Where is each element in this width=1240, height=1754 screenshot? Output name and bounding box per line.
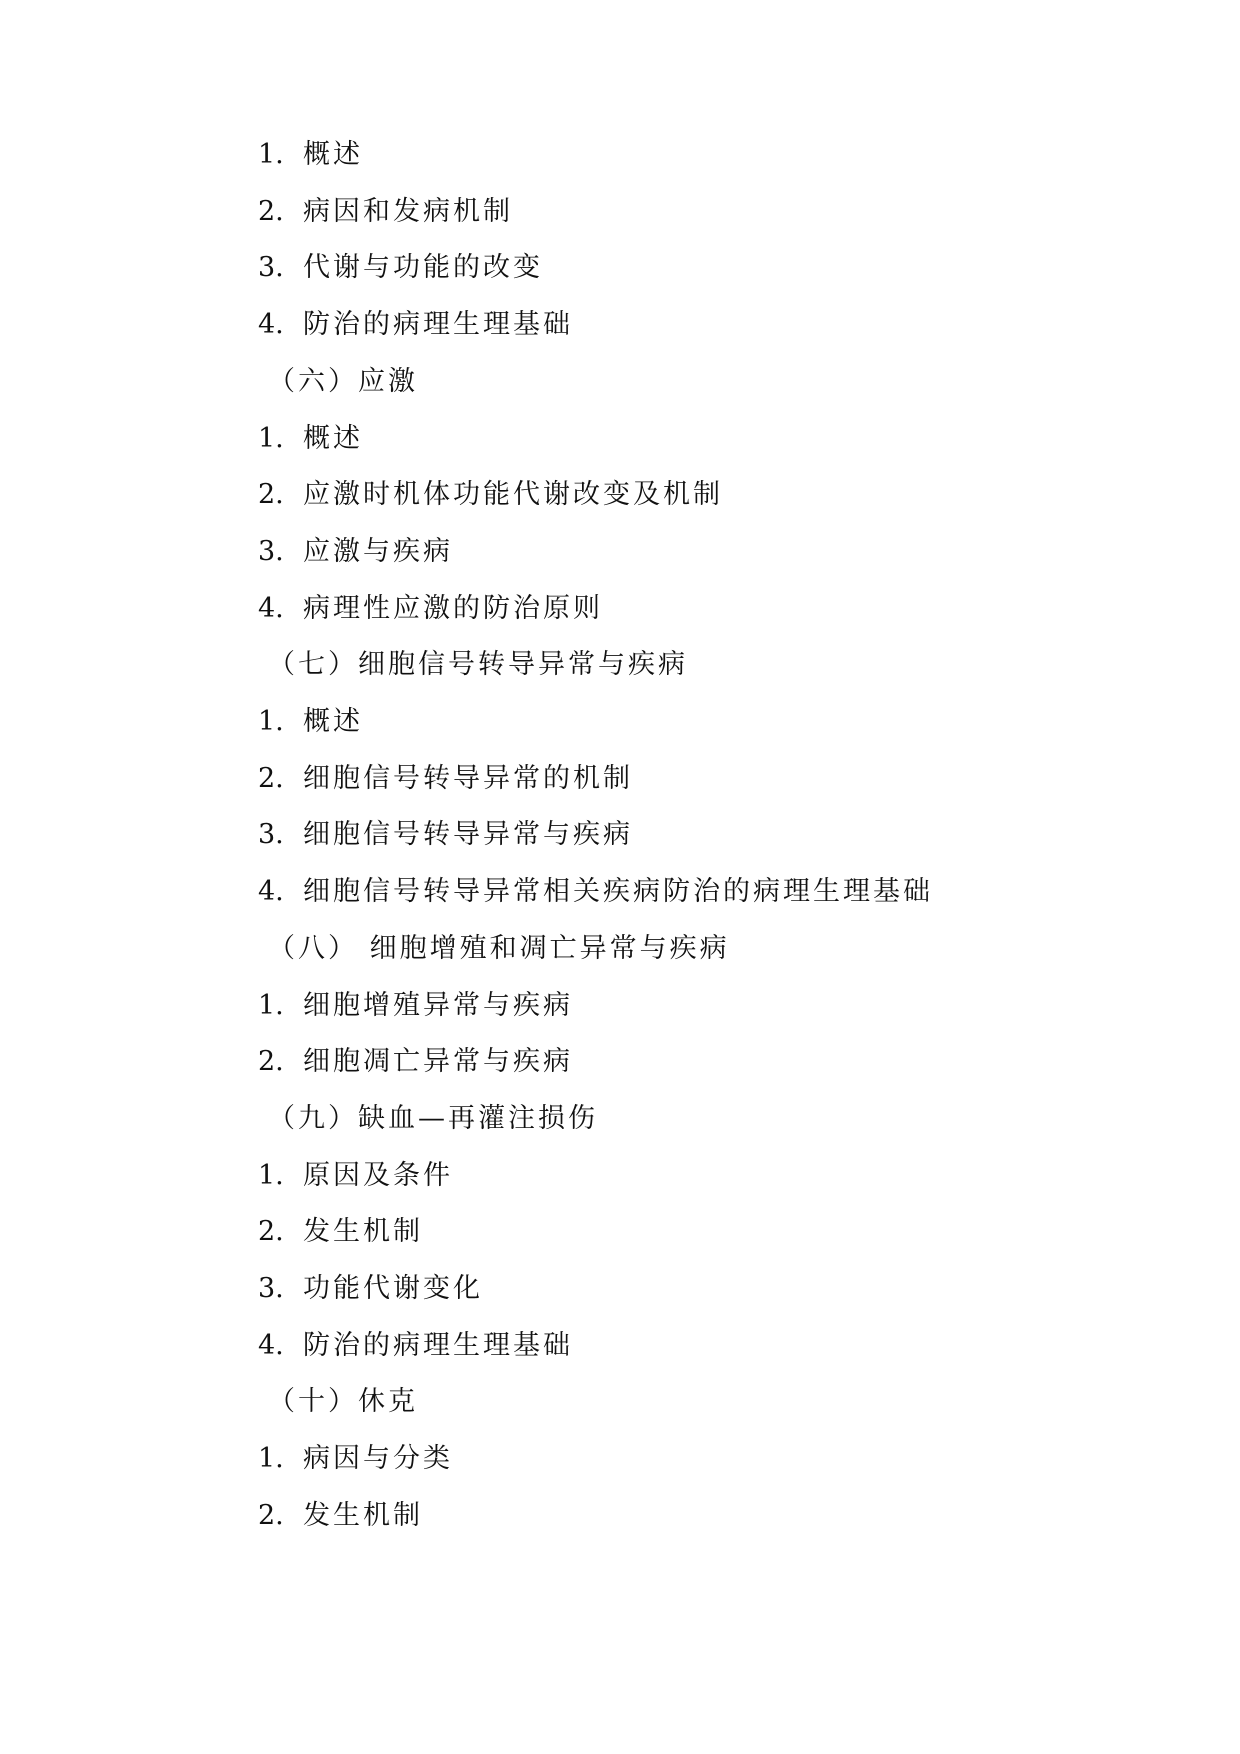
item-number: 3. [258, 819, 284, 851]
item-number: 4. [258, 309, 284, 341]
item-number: 3. [258, 535, 284, 567]
section-heading-text: （九）缺血—再灌注损伤 [268, 1102, 598, 1134]
item-text: 细胞信号转导异常相关疾病防治的病理生理基础 [303, 876, 933, 908]
section-heading-text: （八） 细胞增殖和凋亡异常与疾病 [268, 932, 730, 964]
item-number: 1. [258, 139, 284, 170]
item-text: 应激与疾病 [303, 535, 453, 567]
item-text: 概述 [303, 706, 363, 737]
item-text: 细胞凋亡异常与疾病 [303, 1046, 573, 1078]
item-text: 防治的病理生理基础 [303, 1329, 573, 1361]
item-number: 1. [258, 1159, 284, 1191]
item-number: 2. [258, 1216, 284, 1248]
item-text: 概述 [303, 139, 363, 170]
item-text: 功能代谢变化 [303, 1273, 483, 1304]
item-text: 发生机制 [303, 1499, 423, 1531]
item-text: 细胞信号转导异常与疾病 [303, 819, 633, 851]
item-text: 病因和发病机制 [303, 195, 513, 227]
item-text: 防治的病理生理基础 [303, 309, 573, 341]
item-text: 原因及条件 [303, 1159, 453, 1191]
item-text: 概述 [303, 422, 363, 454]
item-number: 4. [258, 592, 284, 624]
item-number: 3. [258, 252, 284, 284]
item-number: 2. [258, 762, 284, 794]
section-heading-text: （六）应激 [268, 365, 418, 397]
item-text: 代谢与功能的改变 [303, 252, 543, 284]
item-number: 4. [258, 876, 284, 908]
item-text: 细胞信号转导异常的机制 [303, 762, 633, 794]
item-text: 应激时机体功能代谢改变及机制 [303, 479, 723, 511]
item-text: 发生机制 [303, 1216, 423, 1248]
item-text: 细胞增殖异常与疾病 [303, 989, 573, 1021]
item-number: 1. [258, 989, 284, 1021]
item-number: 4. [258, 1329, 284, 1361]
item-text: 病理性应激的防治原则 [303, 592, 603, 624]
item-number: 3. [258, 1273, 284, 1304]
item-number: 1. [258, 706, 284, 737]
section-heading-text: （七）细胞信号转导异常与疾病 [268, 649, 688, 681]
section-heading-text: （十）休克 [268, 1386, 418, 1418]
item-number: 2. [258, 479, 284, 511]
item-number: 1. [258, 422, 284, 454]
item-number: 2. [258, 1046, 284, 1078]
item-text: 病因与分类 [303, 1443, 453, 1475]
item-number: 1. [258, 1443, 284, 1475]
item-number: 2. [258, 195, 284, 227]
item-number: 2. [258, 1499, 284, 1531]
